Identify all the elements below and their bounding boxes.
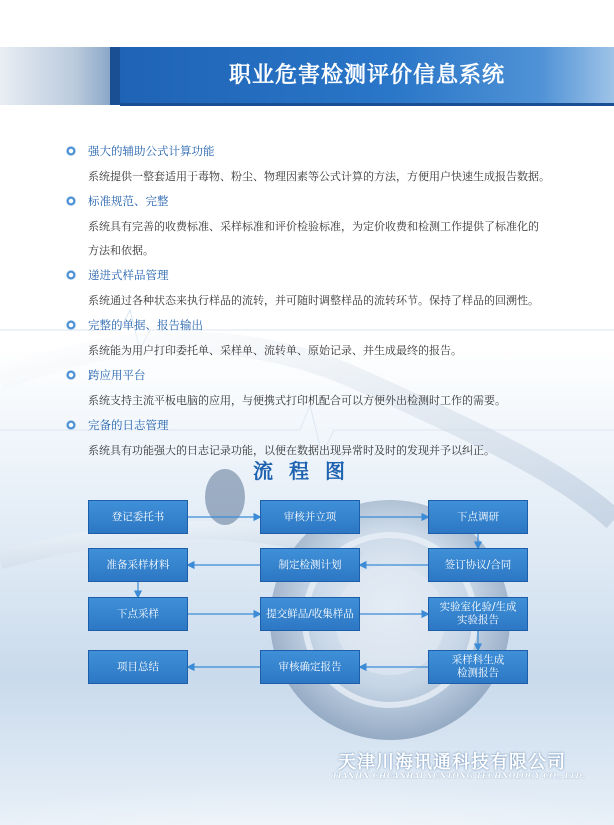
flow-step-12: 项目总结 [88, 650, 188, 684]
feature-title: 完备的日志管理 [88, 418, 169, 432]
feature-title: 标准规范、完整 [88, 194, 169, 208]
feature-description: 系统能为用户打印委托单、采样单、流转单、原始记录、并生成最终的报告。 [88, 344, 462, 357]
flow-step-2: 审核并立项 [260, 500, 360, 534]
page-title: 职业危害检测评价信息系统 [228, 63, 505, 88]
feature-description: 系统支持主流平板电脑的应用，与便携式打印机配合可以方便外出检测时工作的需要。 [88, 394, 506, 407]
feature-title: 强大的辅助公式计算功能 [88, 144, 215, 158]
company-name-en: TIANJIN CHUANHAI XUNTONG TECHNOLOGY CO., LTD. [332, 771, 585, 780]
feature-description: 系统通过各种状态来执行样品的流转，并可随时调整样品的流转环节。保持了样品的回溯性。 [88, 294, 539, 307]
feature-description: 系统具有功能强大的日志记录功能，以便在数据出现异常时及时的发现并予以纠正。 [88, 444, 495, 457]
flow-step-9: 实验室化验/生成 实验报告 [428, 597, 528, 631]
flow-step-10: 采样科生成 检测报告 [428, 650, 528, 684]
flow-step-1: 登记委托书 [88, 500, 188, 534]
flow-step-4: 签订协议/合同 [428, 548, 528, 582]
feature-title: 递进式样品管理 [88, 268, 169, 282]
flow-step-7: 下点采样 [88, 597, 188, 631]
flow-step-6: 准备采样材料 [88, 548, 188, 582]
company-name-cn: 天津川海讯通科技有限公司 [338, 752, 566, 773]
flow-step-3: 下点调研 [428, 500, 528, 534]
feature-description: 系统提供一整套适用于毒物、粉尘、物理因素等公式计算的方法，方便用户快速生成报告数据。 [88, 170, 550, 183]
feature-description: 系统具有完善的收费标准、采样标准和评价检验标准，为定价收费和检测工作提供了标准化的 [88, 220, 539, 233]
flow-title: 流程图 [253, 459, 361, 483]
flow-step-5: 制定检测计划 [260, 548, 360, 582]
flow-step-8: 提交鲜品/收集样品 [260, 597, 360, 631]
feature-title: 跨应用平台 [88, 368, 146, 382]
feature-title: 完整的单据、报告输出 [88, 318, 203, 332]
feature-description: 方法和依据。 [88, 244, 154, 257]
flow-step-11: 审核确定报告 [260, 650, 360, 684]
